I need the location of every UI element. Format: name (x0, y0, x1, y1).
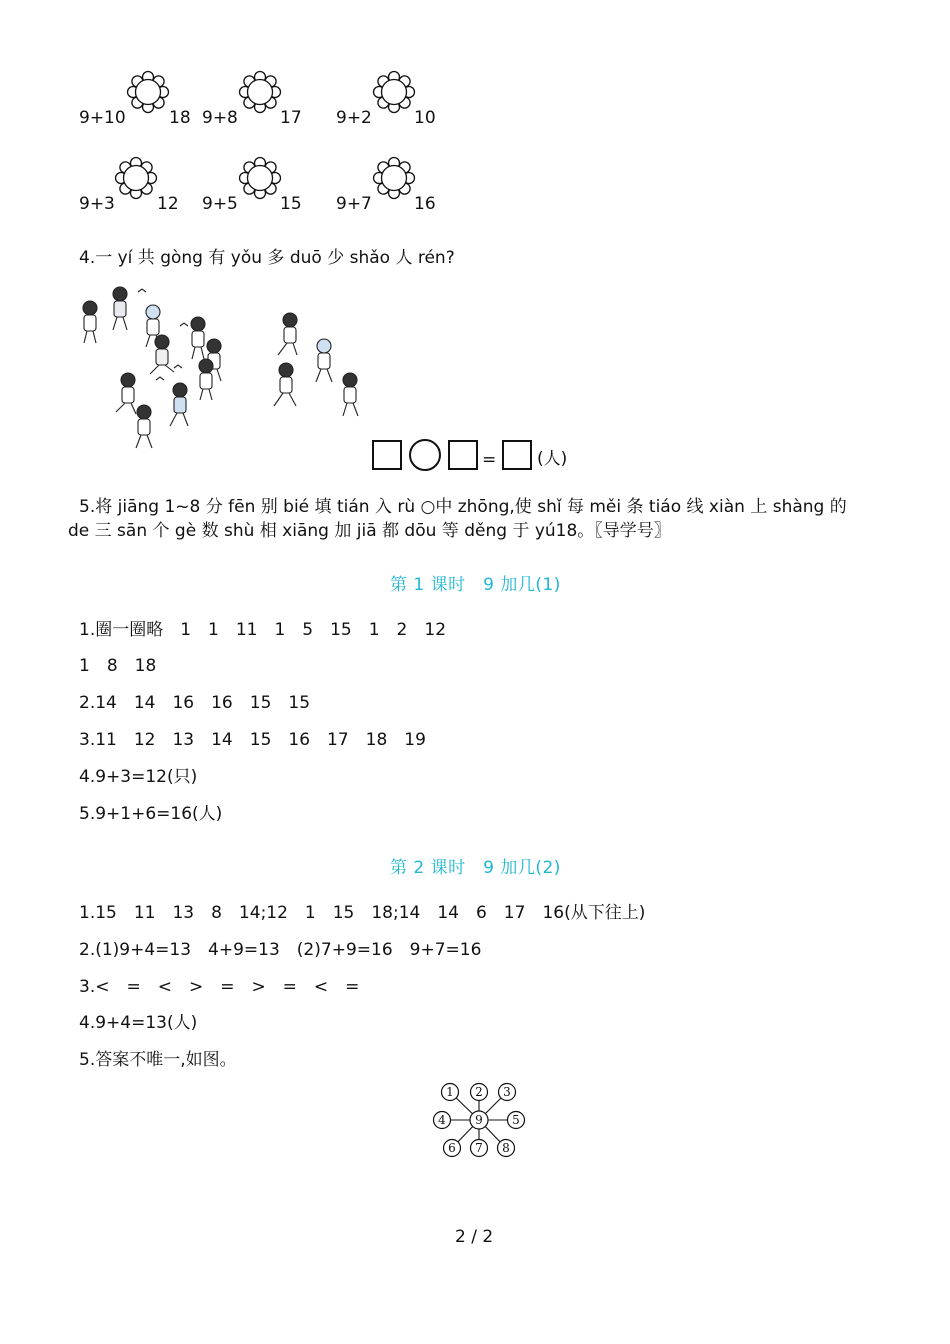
star-node-number: 7 (475, 1141, 483, 1155)
flower-blank-icon[interactable] (372, 70, 416, 114)
expr-right: 10 (414, 108, 436, 128)
answer-line: 1.圈一圈略 1 1 11 1 5 15 1 2 12 (79, 620, 447, 640)
star-node-number: 1 (446, 1085, 454, 1099)
unit-label: (人) (537, 449, 568, 469)
answer-line: 1.15 11 13 8 14;12 1 15 18;14 14 6 17 16(从下往上) (79, 903, 646, 923)
expr-right: 15 (280, 194, 302, 214)
answer-line: 3.11 12 13 14 15 16 17 18 19 (79, 730, 426, 750)
flower-blank-icon[interactable] (238, 156, 282, 200)
answer-box[interactable] (448, 440, 478, 470)
question-5-line-2: de 三 sān 个 gè 数 shù 相 xiāng 加 jiā 都 dōu 等 děng 于 yú18。〖导学号〗 (68, 521, 671, 541)
star-node-number: 2 (475, 1085, 483, 1099)
star-node-number: 8 (502, 1141, 510, 1155)
answer-line: 2.14 14 16 16 15 15 (79, 693, 311, 713)
answer-line: 4.9+4=13(人) (79, 1013, 198, 1033)
star-node-number: 3 (503, 1085, 511, 1099)
question-5-line-1: 5.将 jiāng 1~8 分 fēn 别 bié 填 tián 入 rù ○中 zhōng,使 shǐ 每 měi 条 tiáo 线 xiàn 上 shàng 的 (79, 497, 847, 517)
children-group-left-illustration (76, 280, 236, 455)
expr-right: 12 (157, 194, 179, 214)
operator-circle[interactable] (409, 439, 441, 471)
expr-left: 9+5 (202, 194, 238, 214)
expr-right: 16 (414, 194, 436, 214)
expr-right: 17 (280, 108, 302, 128)
expr-left: 9+2 (336, 108, 372, 128)
answer-line: 5.答案不唯一,如图。 (79, 1050, 237, 1070)
star-node-number: 5 (512, 1113, 520, 1127)
expr-left: 9+7 (336, 194, 372, 214)
flower-blank-icon[interactable] (238, 70, 282, 114)
flower-blank-icon[interactable] (372, 156, 416, 200)
flower-blank-icon[interactable] (114, 156, 158, 200)
answer-line: 4.9+3=12(只) (79, 767, 198, 787)
equals-sign: = (482, 450, 497, 470)
answer-box[interactable] (502, 440, 532, 470)
answer-line: 3.< = < > = > = < = (79, 977, 360, 997)
flower-blank-icon[interactable] (126, 70, 170, 114)
answer-box[interactable] (372, 440, 402, 470)
answer-line: 5.9+1+6=16(人) (79, 804, 223, 824)
answer-line: 2.(1)9+4=13 4+9=13 (2)7+9=16 9+7=16 (79, 940, 482, 960)
star-node-number: 4 (438, 1113, 446, 1127)
answers-heading-lesson-2: 第 2 课时 9 加几(2) (390, 858, 561, 878)
expr-left: 9+3 (79, 194, 115, 214)
star-node-number: 6 (448, 1141, 456, 1155)
page-number: 2 / 2 (455, 1227, 494, 1247)
answer-line: 1 8 18 (79, 656, 157, 676)
expr-left: 9+8 (202, 108, 238, 128)
question-4: 4.一 yí 共 gòng 有 yǒu 多 duō 少 shǎo 人 rén? (79, 248, 455, 268)
number-star-diagram (428, 1080, 532, 1162)
star-center-number: 9 (475, 1113, 483, 1127)
answers-heading-lesson-1: 第 1 课时 9 加几(1) (390, 575, 561, 595)
expr-right: 18 (169, 108, 191, 128)
children-group-right-illustration (266, 310, 366, 420)
expr-left: 9+10 (79, 108, 126, 128)
